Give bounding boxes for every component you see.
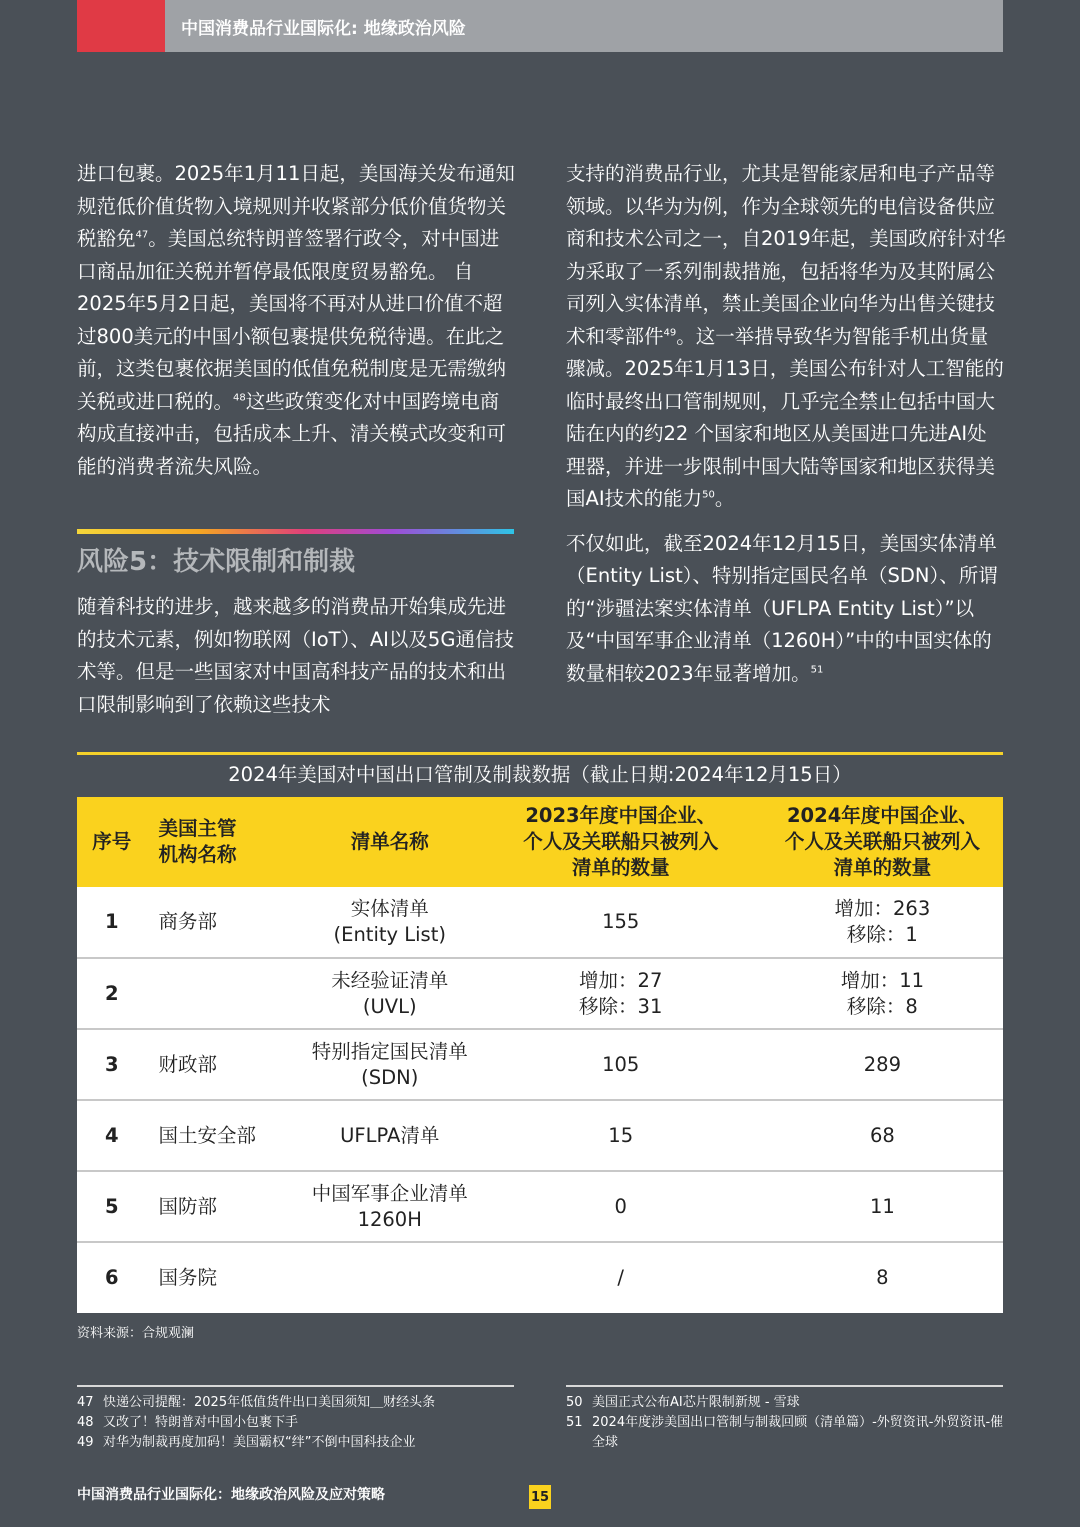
footnote-51[interactable]	[566, 1413, 1006, 1453]
footnote-number: 51	[566, 1415, 583, 1430]
cell-list-line1: 未经验证清单	[331, 968, 449, 992]
cell-2023-line1: 增加：27	[579, 968, 663, 992]
cell-agency: 财政部	[147, 1029, 300, 1100]
cell-2023-line1: 155	[602, 910, 640, 933]
cell-list	[300, 887, 480, 958]
footnote-ref-51[interactable]: 51	[810, 664, 824, 675]
header-seq: 序号	[77, 797, 147, 887]
footnote-48[interactable]	[77, 1413, 517, 1433]
header-agency-line2: 机构名称	[158, 843, 237, 866]
cell-2024	[762, 1242, 1003, 1313]
cell-2024-line1: 增加：263	[834, 897, 931, 920]
footnote-number: 47	[77, 1395, 94, 1410]
cell-list-line2: (UVL)	[362, 994, 417, 1018]
footnote-ref-50[interactable]: 50	[702, 489, 715, 501]
cell-2023	[480, 1100, 762, 1171]
table-row	[77, 1100, 1003, 1171]
risk-5-heading: 风险5：技术限制和制裁	[77, 547, 356, 577]
cell-2024	[762, 1171, 1003, 1242]
header-agency	[147, 797, 300, 887]
cell-list-line2: 1260H	[357, 1207, 422, 1231]
cell-2023	[480, 1242, 762, 1313]
cell-seq: 5	[77, 1171, 147, 1242]
cell-2023-line1: /	[617, 1266, 624, 1289]
header-agency-line1: 美国主管	[158, 817, 237, 840]
table-row	[77, 1029, 1003, 1100]
table-header-row	[77, 797, 1003, 887]
footnote-number: 49	[77, 1435, 94, 1450]
left-column	[77, 158, 517, 483]
risk-5-paragraph	[77, 591, 517, 721]
cell-2023	[480, 958, 762, 1029]
header-red-block	[77, 0, 165, 52]
cell-list	[300, 958, 480, 1029]
cell-list-line1: 中国军事企业清单	[311, 1181, 468, 1205]
cell-2024-line2: 移除：8	[846, 994, 918, 1018]
header-2023-line1: 2023年度中国企业、	[525, 804, 717, 827]
cell-list-line1: UFLPA清单	[340, 1123, 440, 1147]
right-paragraph-1	[566, 158, 1006, 516]
cell-agency: 商务部	[158, 910, 218, 933]
cell-2023-line1: 105	[602, 1052, 640, 1076]
cell-list	[300, 1242, 480, 1313]
cell-2024-line1: 增加：11	[840, 968, 925, 992]
right-para1b-text: 。这一举措导致华为智能手机出货量骤减。2025年1月13日，美国公布针对人工智能的临时最终出口管制规则，几乎完全禁止包括中国大陆在内的约22 个国家和地区从美国进口先进AI处理器，并进一步限制中国大陆等国家和地区获得美国AI技术的能力	[566, 324, 1004, 510]
header-list: 清单名称	[300, 797, 480, 887]
cell-seq: 6	[77, 1242, 147, 1313]
page-header	[77, 0, 1003, 52]
footnote-50[interactable]	[566, 1393, 1006, 1413]
table-caption: 2024年美国对中国出口管制及制裁数据（截止日期:2024年12月15日）	[228, 763, 852, 786]
right-para1c-text: 。	[714, 487, 735, 510]
cell-2023-line1: 15	[608, 1123, 634, 1147]
cell-2024-line2: 移除：1	[846, 923, 918, 946]
header-2023-line2: 个人及关联船只被列入	[523, 830, 719, 853]
footnote-text[interactable]: 2024年度涉美国出口管制与制裁回顾（清单篇）-外贸资讯-外贸资讯-催全球	[592, 1415, 1004, 1450]
header-2023	[480, 797, 762, 887]
cell-2023-line2: 移除：31	[579, 994, 663, 1018]
footnote-ref-49[interactable]: 49	[663, 327, 677, 338]
cell-list-line2: (SDN)	[361, 1065, 419, 1089]
cell-seq: 4	[77, 1100, 147, 1171]
right-paragraph-2	[566, 528, 1006, 691]
cell-2024	[762, 1100, 1003, 1171]
footnote-number: 48	[77, 1415, 94, 1430]
footnote-rule-left	[77, 1385, 514, 1387]
cell-2024	[762, 958, 1003, 1029]
cell-list-line1: 特别指定国民清单	[311, 1039, 468, 1063]
cell-agency: 国务院	[147, 1242, 300, 1313]
footnote-rule-right	[566, 1385, 1003, 1387]
page-number-badge: 15	[529, 1485, 551, 1509]
cell-seq: 1	[104, 910, 119, 933]
table-row	[77, 887, 1003, 958]
cell-agency: 国防部	[147, 1171, 300, 1242]
left-paragraph-2: 随着科技的进步，越来越多的消费品开始集成先进的技术元素，例如物联网（IoT）、AI以及5G通信技术等。但是一些国家对中国高科技产品的技术和出口限制影响到了依赖这些技术	[77, 595, 514, 716]
cell-2023-line1: 0	[614, 1194, 627, 1218]
table-row	[77, 1171, 1003, 1242]
footnotes-right	[566, 1393, 1006, 1453]
table-row	[77, 1242, 1003, 1313]
cell-2024-line1: 8	[876, 1266, 889, 1289]
right-para1a-text: 支持的消费品行业，尤其是智能家居和电子产品等领域。以华为为例，作为全球领先的电信设备供应商和技术公司之一，自2019年起，美国政府针对华为采取了一系列制裁措施，包括将华为及其附属公司列入实体清单，禁止美国企业向华为出售关键技术和零部件	[566, 162, 1006, 348]
sanctions-table	[77, 797, 1003, 1313]
header-2023-line3: 清单的数量	[571, 856, 670, 879]
header-2024-line3: 清单的数量	[833, 856, 932, 879]
left-para1b-text: 。美国总统特朗普签署行政令，对中国进口商品加征关税并暂停最低限度贸易豁免。 自2025年5月2日起，美国将不再对从进口价值不超过800美元的中国小额包裹提供免税待遇。在此之前，这类包裹依据美国的低值免税制度是无需缴纳关税或进口税的。	[77, 227, 507, 413]
table-source: 资料来源：合规观澜	[77, 1326, 195, 1341]
cell-seq: 3	[77, 1029, 147, 1100]
table-row	[77, 958, 1003, 1029]
cell-seq: 2	[77, 958, 147, 1029]
header-2024-line2: 个人及关联船只被列入	[784, 830, 980, 853]
footnote-47[interactable]	[77, 1393, 517, 1413]
header-title: 中国消费品行业国际化: 地缘政治风险	[181, 18, 466, 39]
footer-title: 中国消费品行业国际化：地缘政治风险及应对策略	[77, 1487, 385, 1503]
cell-list	[300, 1171, 480, 1242]
cell-2023	[480, 1171, 762, 1242]
right-column	[566, 158, 1006, 690]
cell-agency	[147, 958, 300, 1029]
cell-2024	[762, 1029, 1003, 1100]
footnote-49[interactable]	[77, 1433, 517, 1453]
table-top-rule	[77, 752, 1003, 755]
right-para2-text: 不仅如此，截至2024年12月15日，美国实体清单（Entity List）、特别指定国民名单（SDN）、所谓的“涉疆法案实体清单（UFLPA Entity List）”以及“中国军事企业清单（1260H）”中的中国实体的数量相较2023年显著增加。	[566, 531, 998, 685]
left-para1c-text: 这些政策变化对中国跨境电商构成直接冲击，包括成本上升、清关模式改变和可能的消费者流失风险。	[77, 389, 507, 478]
footnote-text[interactable]: 美国正式公布AI芯片限制新规 - 雪球	[592, 1395, 800, 1410]
footnote-text[interactable]: 快递公司提醒：2025年低值货件出口美国须知＿财经头条	[103, 1395, 436, 1410]
footnote-text[interactable]: 又改了！特朗普对中国小包裹下手	[103, 1415, 299, 1430]
footnote-number: 50	[566, 1395, 583, 1410]
footnote-ref-47[interactable]: 47	[135, 229, 149, 241]
cell-2024	[762, 887, 1003, 958]
cell-2023	[480, 1029, 762, 1100]
cell-list-line1: 实体清单	[350, 897, 429, 920]
cell-2024-line1: 11	[869, 1194, 895, 1218]
cell-agency: 国土安全部	[147, 1100, 300, 1171]
cell-list	[300, 1029, 480, 1100]
header-2024-line1: 2024年度中国企业、	[786, 804, 978, 827]
cell-2023	[480, 887, 762, 958]
section-divider-gradient	[77, 529, 514, 534]
header-2024	[762, 797, 1003, 887]
left-paragraph-1	[77, 158, 517, 483]
footnotes-left	[77, 1393, 517, 1453]
left-para1-text: 进口包裹。2025年1月11日起，美国海关发布通知规范低价值货物入境规则并收紧部分低价值货物关税豁免	[77, 162, 515, 250]
footnote-ref-48[interactable]: 48	[233, 392, 246, 403]
cell-list-line2: (Entity List)	[333, 923, 446, 946]
cell-2024-line1: 68	[869, 1123, 895, 1147]
cell-2024-line1: 289	[863, 1052, 901, 1076]
cell-list	[300, 1100, 480, 1171]
footnote-text[interactable]: 对华为制裁再度加码！美国霸权“绊”不倒中国科技企业	[103, 1435, 416, 1450]
